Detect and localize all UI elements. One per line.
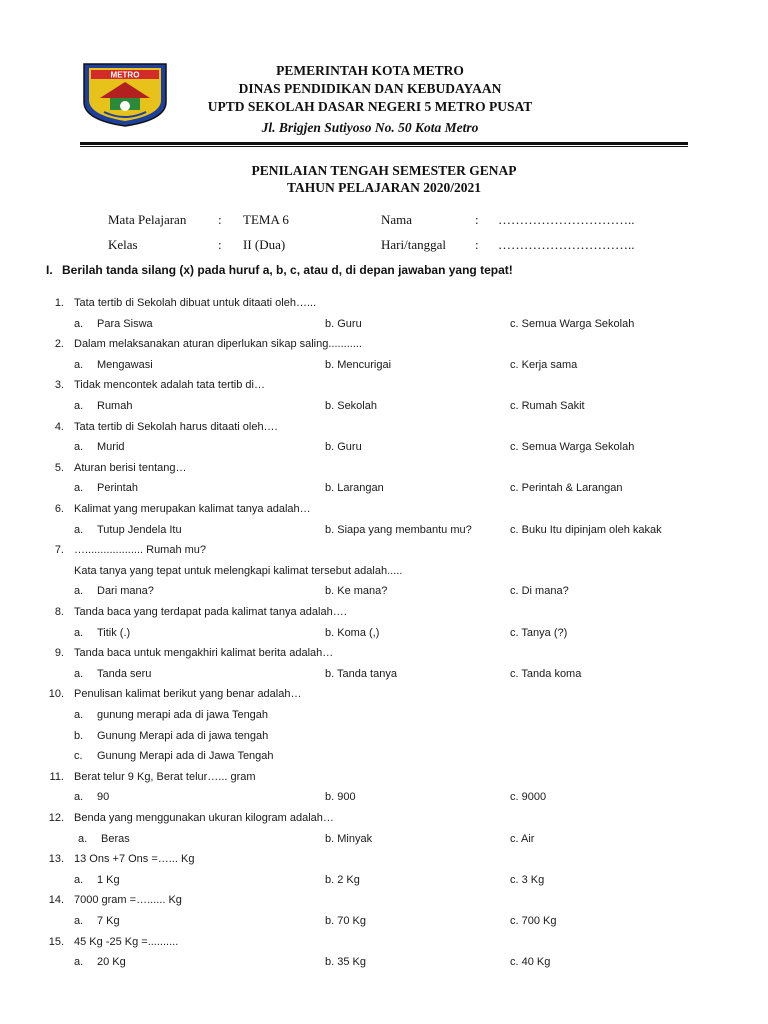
question-number: 5. (54, 461, 64, 474)
option-letter-a[interactable]: a. (74, 791, 84, 804)
option-a[interactable]: Perintah (97, 482, 138, 495)
class-label: Kelas (108, 237, 138, 252)
option-a[interactable]: Rumah (97, 400, 133, 412)
question-number: 7. (54, 544, 64, 557)
option-letter-a[interactable]: a. (74, 626, 84, 639)
option-a[interactable]: Mengawasi (97, 358, 153, 371)
option-c[interactable]: c. Tanya (?) (510, 626, 568, 639)
option-b[interactable]: b. 35 Kg (325, 956, 366, 969)
question-text: Tanda baca yang terdapat pada kalimat tanya adalah…. (74, 606, 347, 618)
option-a[interactable]: Titik (.) (97, 626, 131, 639)
question-text: Tata tertib di Sekolah harus ditaati oleh…. (74, 420, 278, 433)
question-text: 7000 gram =…...... Kg (74, 894, 182, 907)
school-name: UPTD SEKOLAH DASAR NEGERI 5 METRO PUSAT (207, 99, 533, 114)
option-b[interactable]: b. Tanda tanya (325, 667, 397, 680)
option-a[interactable]: Murid (97, 441, 125, 454)
question-text: Aturan berisi tentang… (74, 461, 187, 474)
question-text: Tanda baca untuk mengakhiri kalimat berita adalah… (74, 647, 334, 660)
option-letter-a[interactable]: a. (74, 915, 84, 927)
option-b[interactable]: Gunung Merapi ada di jawa tengah (97, 729, 269, 742)
subject-colon: : (218, 212, 222, 227)
option-b[interactable]: b. Minyak (325, 832, 373, 845)
option-letter-c[interactable]: c. (74, 750, 83, 763)
option-b[interactable]: b. Mencurigai (325, 358, 392, 371)
option-b[interactable]: b. Guru (325, 441, 362, 454)
government-name: PEMERINTAH KOTA METRO (276, 63, 464, 78)
question-text: Tata tertib di Sekolah dibuat untuk ditaati oleh…... (74, 297, 317, 309)
option-a[interactable]: Beras (101, 832, 130, 845)
option-c[interactable]: c. Perintah & Larangan (510, 482, 623, 495)
option-c[interactable]: c. Kerja sama (510, 358, 578, 371)
question-number: 4. (54, 420, 64, 433)
option-c[interactable]: c. 9000 (510, 791, 547, 804)
name-colon: : (475, 212, 479, 227)
option-letter-a[interactable]: a. (74, 956, 84, 969)
question-number: 1. (54, 297, 64, 309)
option-letter-a[interactable]: a. (74, 400, 84, 412)
option-b[interactable]: b. Larangan (325, 482, 384, 495)
date-colon: : (475, 237, 479, 252)
question-number: 13. (48, 853, 64, 866)
question-text: Tidak mencontek adalah tata tertib di… (74, 379, 265, 392)
option-c[interactable]: c. Tanda koma (510, 667, 582, 680)
option-b[interactable]: b. Ke mana? (325, 585, 388, 598)
option-a[interactable]: Tutup Jendela Itu (97, 523, 182, 536)
section-number: I. (46, 263, 53, 277)
logo-text: METRO (110, 70, 140, 80)
question-number: 9. (54, 647, 64, 660)
option-c[interactable]: Gunung Merapi ada di Jawa Tengah (97, 750, 274, 763)
instruction-text: Berilah tanda silang (x) pada huruf a, b, c, atau d, di depan jawaban yang tepat! (62, 263, 513, 277)
option-b[interactable]: b. 70 Kg (325, 915, 366, 927)
question-number: 8. (54, 606, 64, 618)
option-a[interactable]: gunung merapi ada di jawa Tengah (97, 709, 269, 721)
option-letter-b[interactable]: b. (74, 729, 84, 742)
question-text: Penulisan kalimat berikut yang benar adalah… (74, 688, 302, 701)
question-text: 45 Kg -25 Kg =.......... (74, 935, 179, 948)
option-letter-a[interactable]: a. (74, 482, 84, 495)
question-number: 6. (54, 503, 64, 515)
academic-year: TAHUN PELAJARAN 2020/2021 (286, 180, 481, 195)
option-c[interactable]: c. 700 Kg (510, 915, 557, 927)
option-letter-a[interactable]: a. (74, 667, 84, 680)
question-number: 10. (48, 688, 64, 701)
question-text: Dalam melaksanakan aturan diperlukan sikap saling........... (74, 338, 362, 351)
option-c[interactable]: c. Rumah Sakit (510, 400, 585, 412)
question-number: 11. (49, 770, 64, 783)
header-divider-thick (80, 142, 688, 145)
date-label: Hari/tanggal (381, 237, 446, 252)
option-a[interactable]: 7 Kg (97, 915, 120, 927)
option-letter-a[interactable]: a. (78, 832, 88, 845)
option-c[interactable]: c. 3 Kg (510, 873, 545, 886)
option-c[interactable]: c. Buku Itu dipinjam oleh kakak (510, 523, 662, 536)
question-text: Kalimat yang merupakan kalimat tanya adalah… (74, 503, 311, 515)
option-c[interactable]: c. Air (510, 832, 535, 845)
option-letter-a[interactable]: a. (74, 523, 84, 536)
question-number: 14. (48, 894, 64, 907)
option-b[interactable]: b. Sekolah (325, 400, 377, 412)
option-a[interactable]: 20 Kg (97, 956, 126, 969)
option-a[interactable]: 90 (97, 791, 110, 804)
header-divider-thin (80, 146, 688, 147)
subject-value: TEMA 6 (243, 212, 289, 227)
option-a[interactable]: 1 Kg (97, 873, 120, 886)
option-c[interactable]: c. 40 Kg (510, 956, 551, 969)
option-c[interactable]: c. Semua Warga Sekolah (510, 317, 635, 330)
class-colon: : (218, 237, 222, 252)
option-a[interactable]: Dari mana? (97, 585, 154, 598)
name-label: Nama (381, 212, 413, 227)
exam-title: PENILAIAN TENGAH SEMESTER GENAP (251, 163, 517, 178)
question-number: 3. (54, 379, 64, 392)
question-text: Benda yang menggunakan ukuran kilogram adalah… (74, 812, 334, 824)
question-number: 12. (48, 812, 64, 824)
option-b[interactable]: b. 2 Kg (325, 873, 360, 886)
option-letter-a[interactable]: a. (74, 317, 84, 330)
option-letter-a[interactable]: a. (74, 585, 84, 598)
question-text: Berat telur 9 Kg, Berat telur…... gram (74, 770, 256, 783)
option-b[interactable]: b. Guru (325, 317, 362, 330)
option-a[interactable]: Tanda seru (97, 667, 152, 680)
school-address: Jl. Brigjen Sutiyoso No. 50 Kota Metro (261, 120, 479, 135)
question-number: 15. (48, 935, 64, 948)
date-field[interactable]: ………………………….. (498, 237, 635, 252)
option-letter-a[interactable]: a. (74, 709, 84, 721)
school-logo (82, 62, 168, 128)
option-a[interactable]: Para Siswa (97, 317, 153, 330)
option-c[interactable]: c. Semua Warga Sekolah (510, 441, 635, 454)
question-text: 13 Ons +7 Ons =…... Kg (74, 853, 195, 866)
option-c[interactable]: c. Di mana? (510, 585, 569, 598)
section-instruction (46, 263, 513, 277)
department-name: DINAS PENDIDIKAN DAN KEBUDAYAAN (238, 81, 502, 96)
question-text: …................... Rumah mu? (74, 544, 207, 557)
option-letter-a[interactable]: a. (74, 441, 84, 454)
class-value: II (Dua) (243, 237, 286, 252)
option-letter-a[interactable]: a. (74, 873, 84, 886)
option-letter-a[interactable]: a. (74, 358, 84, 371)
option-b[interactable]: b. 900 (325, 791, 356, 804)
name-field[interactable]: ………………………….. (498, 212, 635, 227)
question-number: 2. (54, 338, 64, 351)
option-b[interactable]: b. Siapa yang membantu mu? (325, 523, 472, 536)
option-b[interactable]: b. Koma (,) (325, 626, 380, 639)
subject-label: Mata Pelajaran (108, 212, 187, 227)
question-text: Kata tanya yang tepat untuk melengkapi kalimat tersebut adalah..... (74, 564, 403, 577)
